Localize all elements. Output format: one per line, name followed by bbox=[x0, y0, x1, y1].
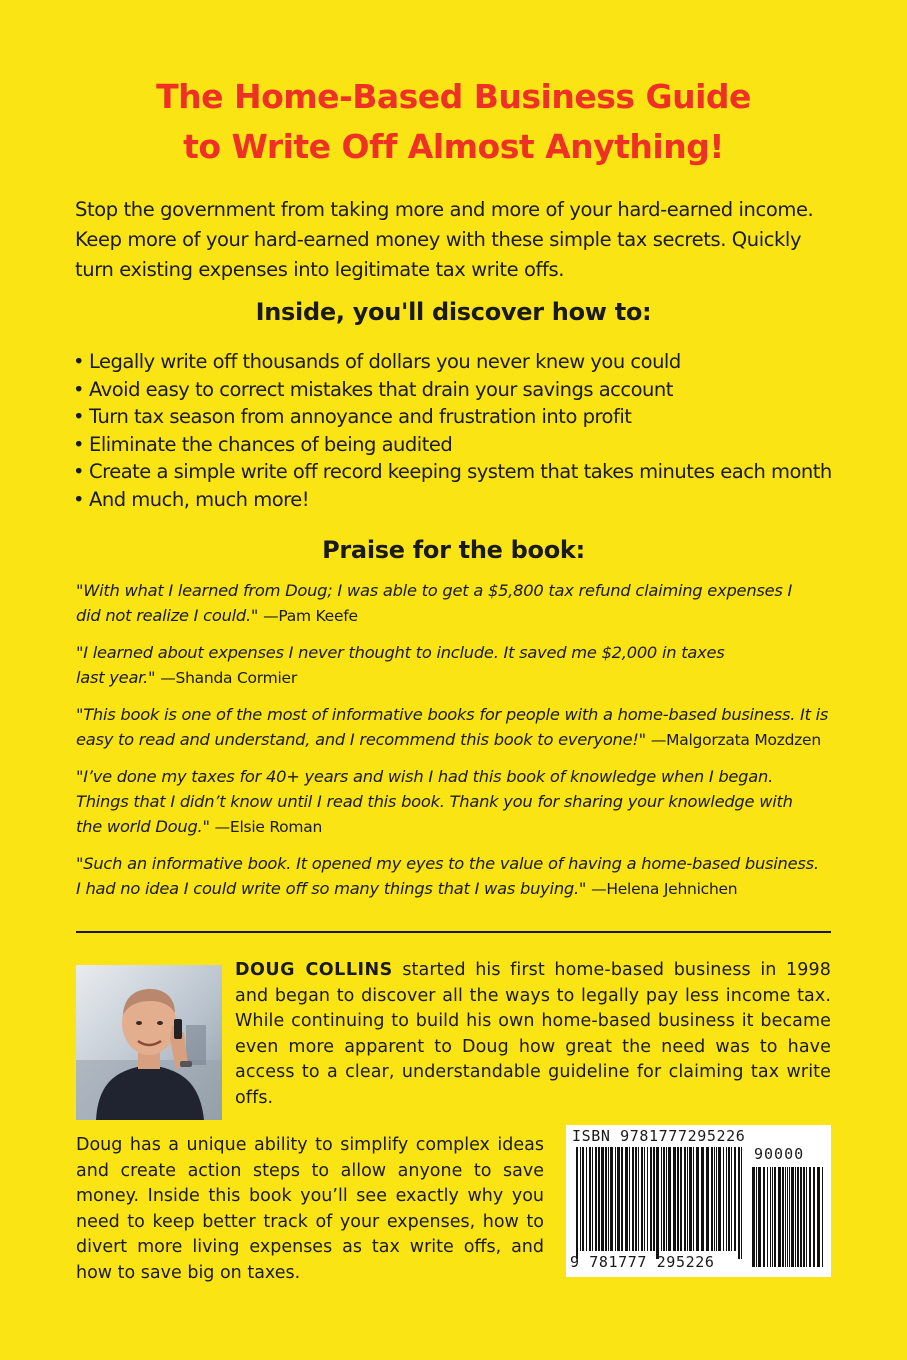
list-item: • And much, much more! bbox=[73, 486, 873, 514]
intro-paragraph bbox=[75, 195, 845, 285]
list-item: • Avoid easy to correct mistakes that drain your savings account bbox=[73, 376, 873, 404]
author-bio: DOUG COLLINS started his first home-based business in 1998 and began to discover all the ways to legally pay less income tax. While continuing to build his own home-based business it became even more apparent to Doug how great the need was to have access to a clear, understandable guideline for claiming tax write offs. bbox=[235, 960, 831, 1108]
bullet-glyph: • bbox=[73, 405, 85, 428]
isbn-barcode bbox=[566, 1125, 831, 1277]
testimonial: "With what I learned from Doug; I was able to get a $5,800 tax refund claiming expenses I did not realize I could." —Pam Keefe bbox=[76, 581, 793, 625]
testimonial: "Such an informative book. It opened my eyes to the value of having a home-based business. I had no idea I could write off so many things that I was buying." —Helena Jehnichen bbox=[76, 854, 819, 898]
bullet-glyph: • bbox=[73, 460, 85, 483]
intro-line-1: Stop the government from taking more and more of your hard-earned income. bbox=[75, 198, 814, 221]
bullet-glyph: • bbox=[73, 487, 85, 511]
section-divider bbox=[76, 931, 831, 933]
testimonial: "I’ve done my taxes for 40+ years and wish I had this book of knowledge when I began. Things that I didn’t know until I read this book. Thank you for sharing your knowledge with the world Doug." —Elsie Roman bbox=[76, 767, 793, 836]
testimonial: "This book is one of the most of informative books for people with a home-based business. It is easy to read and understand, and I recommend this book to everyone!" —Malgorzata Mozdzen bbox=[76, 705, 829, 749]
headline-line-1: The Home-Based Business Guide bbox=[156, 77, 751, 116]
bullet-glyph: • bbox=[73, 377, 85, 401]
list-item: • Eliminate the chances of being audited bbox=[73, 431, 873, 459]
list-item: • Legally write off thousands of dollars you never knew you could bbox=[73, 348, 873, 376]
testimonial-author: —Shanda Cormier bbox=[160, 669, 297, 687]
list-item: • Turn tax season from annoyance and frustration into profit bbox=[73, 403, 873, 431]
bullet-glyph: • bbox=[73, 432, 85, 456]
cover-headline bbox=[0, 72, 907, 172]
testimonial: "I learned about expenses I never thought to include. It saved me $2,000 in taxes last year." —Shanda Cormier bbox=[76, 643, 725, 687]
testimonial-author: —Malgorzata Mozdzen bbox=[650, 731, 821, 749]
inside-heading: Inside, you'll discover how to: bbox=[255, 298, 652, 326]
isbn-label: ISBN 9781777295226 bbox=[572, 1127, 746, 1145]
list-item: • Create a simple write off record keeping system that takes minutes each month bbox=[73, 458, 873, 486]
author-bio-continued: Doug has a unique ability to simplify complex ideas and create action steps to allow anyone to save money. Inside this book you’ll see exactly why you need to keep better track of your expenses, how to divert more living expenses as tax write offs, and how to save big on taxes. bbox=[76, 1135, 544, 1283]
author-portrait-illustration bbox=[76, 965, 222, 1120]
testimonial-author: —Elsie Roman bbox=[214, 818, 323, 836]
intro-line-2: Keep more of your hard-earned money with these simple tax secrets. Quickly bbox=[75, 228, 802, 251]
headline-line-2: to Write Off Almost Anything! bbox=[183, 127, 724, 166]
praise-heading: Praise for the book: bbox=[322, 536, 585, 564]
testimonials bbox=[76, 578, 836, 913]
barcode-digits: 9 781777 295226 bbox=[570, 1253, 715, 1271]
price-addon-number: 90000 bbox=[754, 1145, 805, 1163]
testimonial-author: —Pam Keefe bbox=[263, 607, 358, 625]
author-photo bbox=[76, 965, 222, 1120]
author-name: DOUG COLLINS bbox=[235, 960, 393, 980]
testimonial-author: —Helena Jehnichen bbox=[591, 880, 738, 898]
benefit-list bbox=[73, 348, 873, 513]
bullet-glyph: • bbox=[73, 350, 85, 373]
intro-line-3: turn existing expenses into legitimate tax write offs. bbox=[75, 258, 565, 281]
